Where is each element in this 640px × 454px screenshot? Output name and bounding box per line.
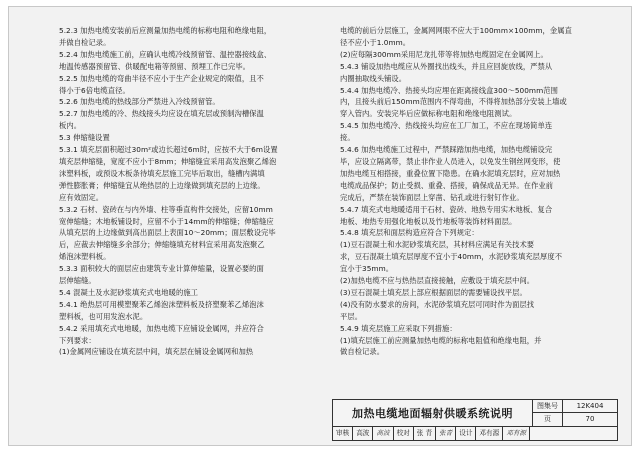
paragraph: 5.2.4 加热电缆施工前，应确认电缆冷线预留管、温控器接线盒、 地温传感器预留管、供暖配电箱等预留、预埋工作已完毕。 bbox=[59, 49, 272, 71]
paragraph: 5.4.1 绝热层可用模塑聚苯乙烯泡沫塑料板及挤塑聚苯乙烯泡沫 塑料板，也可用发泡水泥。 bbox=[59, 299, 264, 321]
check-label: 校对 bbox=[394, 427, 414, 440]
paragraph: 5.4.5 加热电缆冷、热线接头均应在工厂加工，不应在现场简单连 接。 bbox=[340, 121, 553, 143]
paragraph: 5.2.6 加热电缆的热线部分严禁进入冷线预留管。 bbox=[59, 97, 220, 107]
atlas-number-label: 图集号 bbox=[533, 400, 563, 413]
drawing-title: 加热电缆地面辐射供暖系统说明 bbox=[333, 400, 533, 427]
page-number: 70 bbox=[563, 413, 617, 427]
drawing-sheet bbox=[8, 6, 632, 446]
paragraph: 5.4.6 加热电缆施工过程中，严禁踩踏加热电缆，加热电缆铺设完 毕，应设立隔离带，禁止非作业人员进入，以免发生钢丝网变形，使 加热电缆互相搭接，重叠位置下隐患。在确水泥填充层时，应对加热 电缆成品保护；防止受损、重叠、搭接，确保成品无异。在作业前 完成后，严禁在装饰面层上穿凿、钻孔或进行射钉作业。 bbox=[340, 145, 561, 202]
checker-name: 张 青 bbox=[414, 427, 436, 440]
paragraph: 5.4.9 填充层施工应采取下列措施： bbox=[340, 323, 457, 333]
design-label: 设计 bbox=[456, 427, 476, 440]
section-heading: 5.3 伸缩缝设置 bbox=[59, 133, 110, 143]
title-block bbox=[332, 399, 618, 441]
left-text-column bbox=[59, 25, 322, 358]
paragraph: (1)豆石混凝土和水泥砂浆填充层，其材料应满足有关技术要 求，豆石混凝土填充层厚度不宜小于40mm，水泥砂浆填充层厚度不 宜小于35mm。 bbox=[340, 240, 563, 274]
paragraph: (3)豆石混凝土填充层上部应根据面层的需要铺设找平层。 bbox=[340, 287, 527, 297]
paragraph: 5.2.5 加热电缆的弯曲半径不应小于生产企业规定的限值，且不 得小于6倍电缆直径。 bbox=[59, 73, 264, 95]
paragraph: (2)加热电缆不应与热热层直接接触，应敷设于填充层中间。 bbox=[340, 276, 535, 286]
signature-row bbox=[333, 427, 617, 440]
paragraph: (1)填充层施工前应测量加热电缆的标称电阻值和绝缘电阻，并 做自检记录。 bbox=[340, 335, 542, 357]
paragraph: 电缆的前后分层施工，金属网网眼不应大于100mm×100mm，金属直 径不应小于1.0mm。 bbox=[340, 26, 572, 47]
paragraph: (1)金属网应铺设在填充层中间，填充层在铺设金属网和加热 bbox=[59, 347, 254, 357]
review-label: 审核 bbox=[333, 427, 353, 440]
paragraph: (4)没有防水要求的房间，水泥砂浆填充层可同时作为面层找 平层。 bbox=[340, 299, 535, 321]
paragraph: 5.4.2 采用填充式电地暖，加热电缆下应铺设金属网，并应符合 下列要求： bbox=[59, 323, 264, 345]
paragraph: 5.4.4 加热电缆冷、热接头均应埋在距离接线盒300～500mm范围 内，且接头前后150mm范围内不得弯曲，不得将加热部分安装上墙或 穿入管内。安装完毕后应做标称电阻和绝缘电阻测试。 bbox=[340, 85, 567, 119]
paragraph: 5.4.3 铺设加热电缆应从外圈找出线头，并且应回旋放线，严禁从 内圈抽取线头铺设。 bbox=[340, 61, 553, 83]
section-heading: 5.4 混凝土及水泥砂浆填充式电地暖的施工 bbox=[59, 287, 199, 297]
paragraph: 5.3.3 面积较大的面层应由建筑专业计算伸缩量，设置必要的面 层伸缩缝。 bbox=[59, 264, 264, 286]
designer-signature: 邓有源 bbox=[503, 427, 530, 440]
page-label: 页 bbox=[533, 413, 563, 427]
atlas-number: 12K404 bbox=[563, 400, 617, 413]
paragraph: 5.4.7 填充式电地暖适用于石材、瓷砖、地热专用实木地板、复合 地板、地热专用强化地板以及竹地板等装饰材料面层。 bbox=[340, 204, 553, 226]
reviewer-signature: 高波 bbox=[373, 427, 393, 440]
paragraph: 5.4.8 填充层和面层构造应符合下列规定： bbox=[340, 228, 479, 238]
paragraph: 5.3.2 石材、瓷砖在与内外墙、柱等垂直构件交接处，应留10mm 宽伸缩缝；木地板铺设时，应留不小于14mm的伸缩缝；伸缩缝应 从填充层的上边缘做到高出面层上表面10～20mm；面层敷设完毕 后，应裁去伸缩缝多余部分；伸缩缝填充材料宜采用高发泡聚乙 烯泡沫塑料板。 bbox=[59, 204, 276, 262]
right-text-column bbox=[340, 25, 605, 358]
checker-signature: 张青 bbox=[436, 427, 456, 440]
reviewer-name: 高波 bbox=[353, 427, 373, 440]
paragraph: 5.2.3 加热电缆安装前后应测量加热电缆的标称电阻和绝缘电阻， 并做自检记录。 bbox=[59, 26, 272, 47]
paragraph: (2)应每隔300mm采用尼龙扎带等将加热电缆固定在金属网上。 bbox=[340, 49, 548, 59]
designer-name: 邓有源 bbox=[476, 427, 503, 440]
paragraph: 5.2.7 加热电缆的冷、热线接头均应设在填充层或预制沟槽保温 板内。 bbox=[59, 109, 264, 131]
paragraph: 5.3.1 填充层面积超过30m²或边长超过6m时，应按不大于6m设置 填充层伸缩缝，宽度不应小于8mm；伸缩缝宜采用高发泡聚乙烯泡 沫塑料板，或预设木板条待填充层施工完毕后取出，缝槽内满填 弹性膨胀膏；伸缩缝宜从绝热层的上边缘做到填充层的上边缘。 应有效固定。 bbox=[59, 145, 278, 202]
